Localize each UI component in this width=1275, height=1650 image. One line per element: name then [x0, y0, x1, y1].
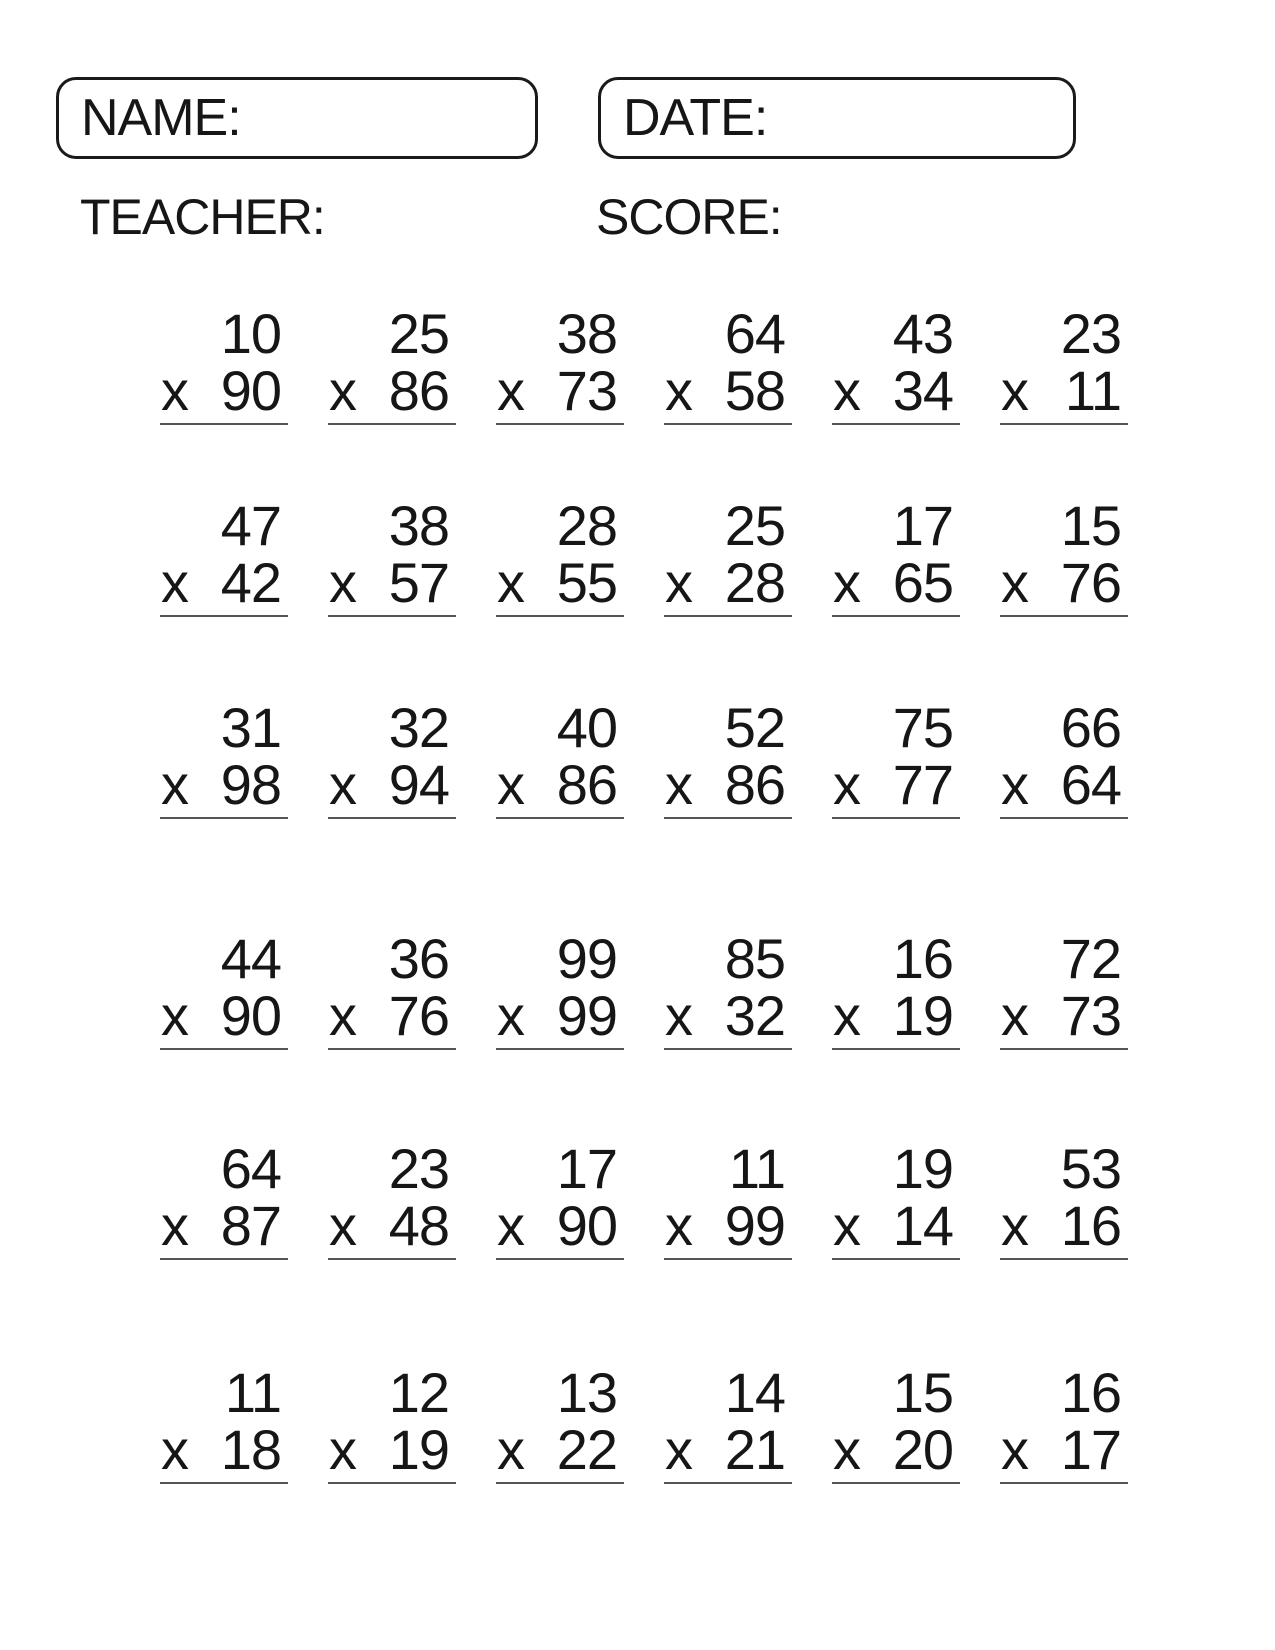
multiplication-problem	[832, 1361, 960, 1484]
problem-bottom-line	[664, 359, 792, 422]
multiplication-problem	[664, 302, 792, 425]
multiplicand: 38	[388, 494, 449, 557]
multiplication-problem	[328, 494, 456, 617]
multiplication-problem	[1000, 927, 1128, 1050]
problem-bottom-line	[832, 551, 960, 614]
date-label: DATE:	[623, 89, 768, 147]
multiplication-problem	[832, 927, 960, 1050]
multiply-operator: x	[1001, 359, 1028, 422]
problem-bottom-line	[160, 551, 288, 614]
multiplicand: 64	[724, 302, 785, 365]
multiplication-problem	[664, 494, 792, 617]
multiply-operator: x	[833, 359, 860, 422]
problem-row	[160, 927, 1128, 1050]
multiplicand: 25	[388, 302, 449, 365]
multiplier: 20	[892, 1418, 953, 1481]
multiplication-problem	[328, 302, 456, 425]
problem-bottom-line	[1000, 1194, 1128, 1257]
multiplication-problem	[1000, 696, 1128, 819]
multiplication-problem	[1000, 302, 1128, 425]
multiplicand: 52	[724, 696, 785, 759]
multiplier: 73	[556, 359, 617, 422]
problem-bottom-line	[160, 1418, 288, 1481]
multiply-operator: x	[161, 1194, 188, 1257]
multiplier: 90	[220, 984, 281, 1047]
multiply-operator: x	[1001, 753, 1028, 816]
multiplier: 21	[724, 1418, 785, 1481]
problem-bottom-line	[664, 984, 792, 1047]
multiplication-problem	[664, 1137, 792, 1260]
multiply-operator: x	[1001, 984, 1028, 1047]
problem-bottom-line	[328, 1194, 456, 1257]
multiplicand: 32	[388, 696, 449, 759]
multiplier: 98	[220, 753, 281, 816]
multiplicand: 13	[556, 1361, 617, 1424]
multiplier: 16	[1060, 1194, 1121, 1257]
multiplicand: 11	[728, 1137, 785, 1200]
problem-bottom-line	[1000, 1418, 1128, 1481]
multiply-operator: x	[161, 551, 188, 614]
multiplicand: 99	[556, 927, 617, 990]
multiplication-problem	[160, 927, 288, 1050]
problem-bottom-line	[160, 1194, 288, 1257]
multiplicand: 47	[220, 494, 281, 557]
multiplier: 94	[388, 753, 449, 816]
multiplier: 11	[1064, 359, 1121, 422]
multiplier: 73	[1060, 984, 1121, 1047]
problem-bottom-line	[832, 1418, 960, 1481]
multiply-operator: x	[161, 359, 188, 422]
multiplication-problem	[496, 494, 624, 617]
multiply-operator: x	[329, 1194, 356, 1257]
multiplier: 86	[724, 753, 785, 816]
multiply-operator: x	[833, 1194, 860, 1257]
multiplier: 48	[388, 1194, 449, 1257]
problem-bottom-line	[664, 1418, 792, 1481]
score-label: SCORE:	[596, 189, 782, 245]
multiplier: 65	[892, 551, 953, 614]
multiplicand: 15	[1060, 494, 1121, 557]
multiply-operator: x	[497, 359, 524, 422]
multiply-operator: x	[329, 551, 356, 614]
problem-bottom-line	[160, 984, 288, 1047]
multiplicand: 15	[892, 1361, 953, 1424]
multiplicand: 38	[556, 302, 617, 365]
multiplier: 19	[892, 984, 953, 1047]
multiply-operator: x	[833, 753, 860, 816]
multiplication-problem	[496, 696, 624, 819]
multiply-operator: x	[329, 984, 356, 1047]
multiplier: 64	[1060, 753, 1121, 816]
multiplier: 77	[892, 753, 953, 816]
multiplication-problem	[1000, 1137, 1128, 1260]
multiplicand: 16	[1060, 1361, 1121, 1424]
multiply-operator: x	[497, 1194, 524, 1257]
problem-bottom-line	[1000, 984, 1128, 1047]
multiplicand: 14	[724, 1361, 785, 1424]
multiplicand: 72	[1060, 927, 1121, 990]
problem-bottom-line	[832, 753, 960, 816]
multiplicand: 85	[724, 927, 785, 990]
problem-bottom-line	[1000, 359, 1128, 422]
multiplication-problem	[496, 1361, 624, 1484]
multiply-operator: x	[665, 1418, 692, 1481]
multiplication-problem	[664, 696, 792, 819]
multiply-operator: x	[665, 753, 692, 816]
problem-bottom-line	[160, 359, 288, 422]
multiplication-problem	[160, 302, 288, 425]
multiplication-problem	[160, 1361, 288, 1484]
problem-bottom-line	[328, 1418, 456, 1481]
multiplier: 58	[724, 359, 785, 422]
multiplier: 87	[220, 1194, 281, 1257]
multiplier: 99	[724, 1194, 785, 1257]
problem-bottom-line	[832, 1194, 960, 1257]
problem-bottom-line	[496, 551, 624, 614]
multiplicand: 16	[892, 927, 953, 990]
multiplicand: 19	[892, 1137, 953, 1200]
multiply-operator: x	[161, 1418, 188, 1481]
problem-bottom-line	[328, 984, 456, 1047]
multiply-operator: x	[329, 359, 356, 422]
problem-bottom-line	[1000, 753, 1128, 816]
multiplier: 76	[388, 984, 449, 1047]
multiply-operator: x	[329, 753, 356, 816]
multiplier: 90	[556, 1194, 617, 1257]
teacher-label: TEACHER:	[80, 189, 325, 245]
multiply-operator: x	[329, 1418, 356, 1481]
multiplier: 17	[1060, 1418, 1121, 1481]
multiplication-problem	[328, 927, 456, 1050]
problem-bottom-line	[496, 984, 624, 1047]
multiplication-problem	[328, 1137, 456, 1260]
multiply-operator: x	[665, 359, 692, 422]
problem-bottom-line	[328, 551, 456, 614]
problem-bottom-line	[496, 1194, 624, 1257]
multiply-operator: x	[665, 551, 692, 614]
multiplier: 32	[724, 984, 785, 1047]
multiply-operator: x	[161, 984, 188, 1047]
multiply-operator: x	[497, 551, 524, 614]
problem-bottom-line	[1000, 551, 1128, 614]
multiplicand: 64	[220, 1137, 281, 1200]
problem-bottom-line	[664, 753, 792, 816]
multiply-operator: x	[497, 984, 524, 1047]
multiplier: 86	[556, 753, 617, 816]
multiplication-problem	[160, 494, 288, 617]
multiply-operator: x	[1001, 1418, 1028, 1481]
problem-bottom-line	[328, 753, 456, 816]
multiplier: 42	[220, 551, 281, 614]
multiplication-problem	[832, 1137, 960, 1260]
multiplication-problem	[328, 696, 456, 819]
multiplication-problem	[832, 302, 960, 425]
multiplication-problem	[496, 1137, 624, 1260]
multiply-operator: x	[665, 1194, 692, 1257]
multiplier: 22	[556, 1418, 617, 1481]
multiply-operator: x	[833, 984, 860, 1047]
multiplicand: 40	[556, 696, 617, 759]
multiplicand: 36	[388, 927, 449, 990]
problem-bottom-line	[664, 551, 792, 614]
multiplication-problem	[832, 696, 960, 819]
problem-bottom-line	[496, 359, 624, 422]
multiplication-problem	[832, 494, 960, 617]
multiplication-problem	[664, 927, 792, 1050]
problem-row	[160, 302, 1128, 425]
multiplier: 55	[556, 551, 617, 614]
multiplication-problem	[160, 1137, 288, 1260]
multiply-operator: x	[497, 1418, 524, 1481]
multiplier: 18	[220, 1418, 281, 1481]
multiplication-problem	[496, 927, 624, 1050]
problem-bottom-line	[328, 359, 456, 422]
multiplication-problem	[664, 1361, 792, 1484]
multiplicand: 66	[1060, 696, 1121, 759]
multiplier: 86	[388, 359, 449, 422]
multiplicand: 17	[556, 1137, 617, 1200]
problem-bottom-line	[664, 1194, 792, 1257]
multiplication-problem	[1000, 494, 1128, 617]
multiply-operator: x	[497, 753, 524, 816]
multiplier: 57	[388, 551, 449, 614]
problem-bottom-line	[832, 984, 960, 1047]
date-field-box	[598, 77, 1076, 159]
multiply-operator: x	[1001, 1194, 1028, 1257]
multiply-operator: x	[1001, 551, 1028, 614]
problem-bottom-line	[496, 753, 624, 816]
problem-row	[160, 1137, 1128, 1260]
multiplicand: 53	[1060, 1137, 1121, 1200]
multiplicand: 17	[892, 494, 953, 557]
multiplier: 76	[1060, 551, 1121, 614]
multiplier: 14	[892, 1194, 953, 1257]
multiply-operator: x	[833, 551, 860, 614]
multiplicand: 23	[388, 1137, 449, 1200]
multiplicand: 44	[220, 927, 281, 990]
problem-bottom-line	[160, 753, 288, 816]
multiplier: 90	[220, 359, 281, 422]
multiplier: 19	[388, 1418, 449, 1481]
multiplicand: 31	[220, 696, 281, 759]
problem-bottom-line	[496, 1418, 624, 1481]
problem-row	[160, 1361, 1128, 1484]
multiplicand: 11	[224, 1361, 281, 1424]
multiplication-problem	[160, 696, 288, 819]
multiply-operator: x	[833, 1418, 860, 1481]
multiplicand: 43	[892, 302, 953, 365]
multiplicand: 23	[1060, 302, 1121, 365]
multiplicand: 10	[220, 302, 281, 365]
name-label: NAME:	[81, 89, 241, 147]
problem-row	[160, 696, 1128, 819]
multiplicand: 25	[724, 494, 785, 557]
multiplication-problem	[496, 302, 624, 425]
multiply-operator: x	[665, 984, 692, 1047]
multiplicand: 12	[388, 1361, 449, 1424]
problem-bottom-line	[832, 359, 960, 422]
multiplication-problem	[1000, 1361, 1128, 1484]
multiplier: 28	[724, 551, 785, 614]
problem-row	[160, 494, 1128, 617]
multiplier: 34	[892, 359, 953, 422]
multiplication-problem	[328, 1361, 456, 1484]
multiply-operator: x	[161, 753, 188, 816]
multiplicand: 28	[556, 494, 617, 557]
multiplicand: 75	[892, 696, 953, 759]
name-field-box	[56, 77, 538, 159]
multiplier: 99	[556, 984, 617, 1047]
